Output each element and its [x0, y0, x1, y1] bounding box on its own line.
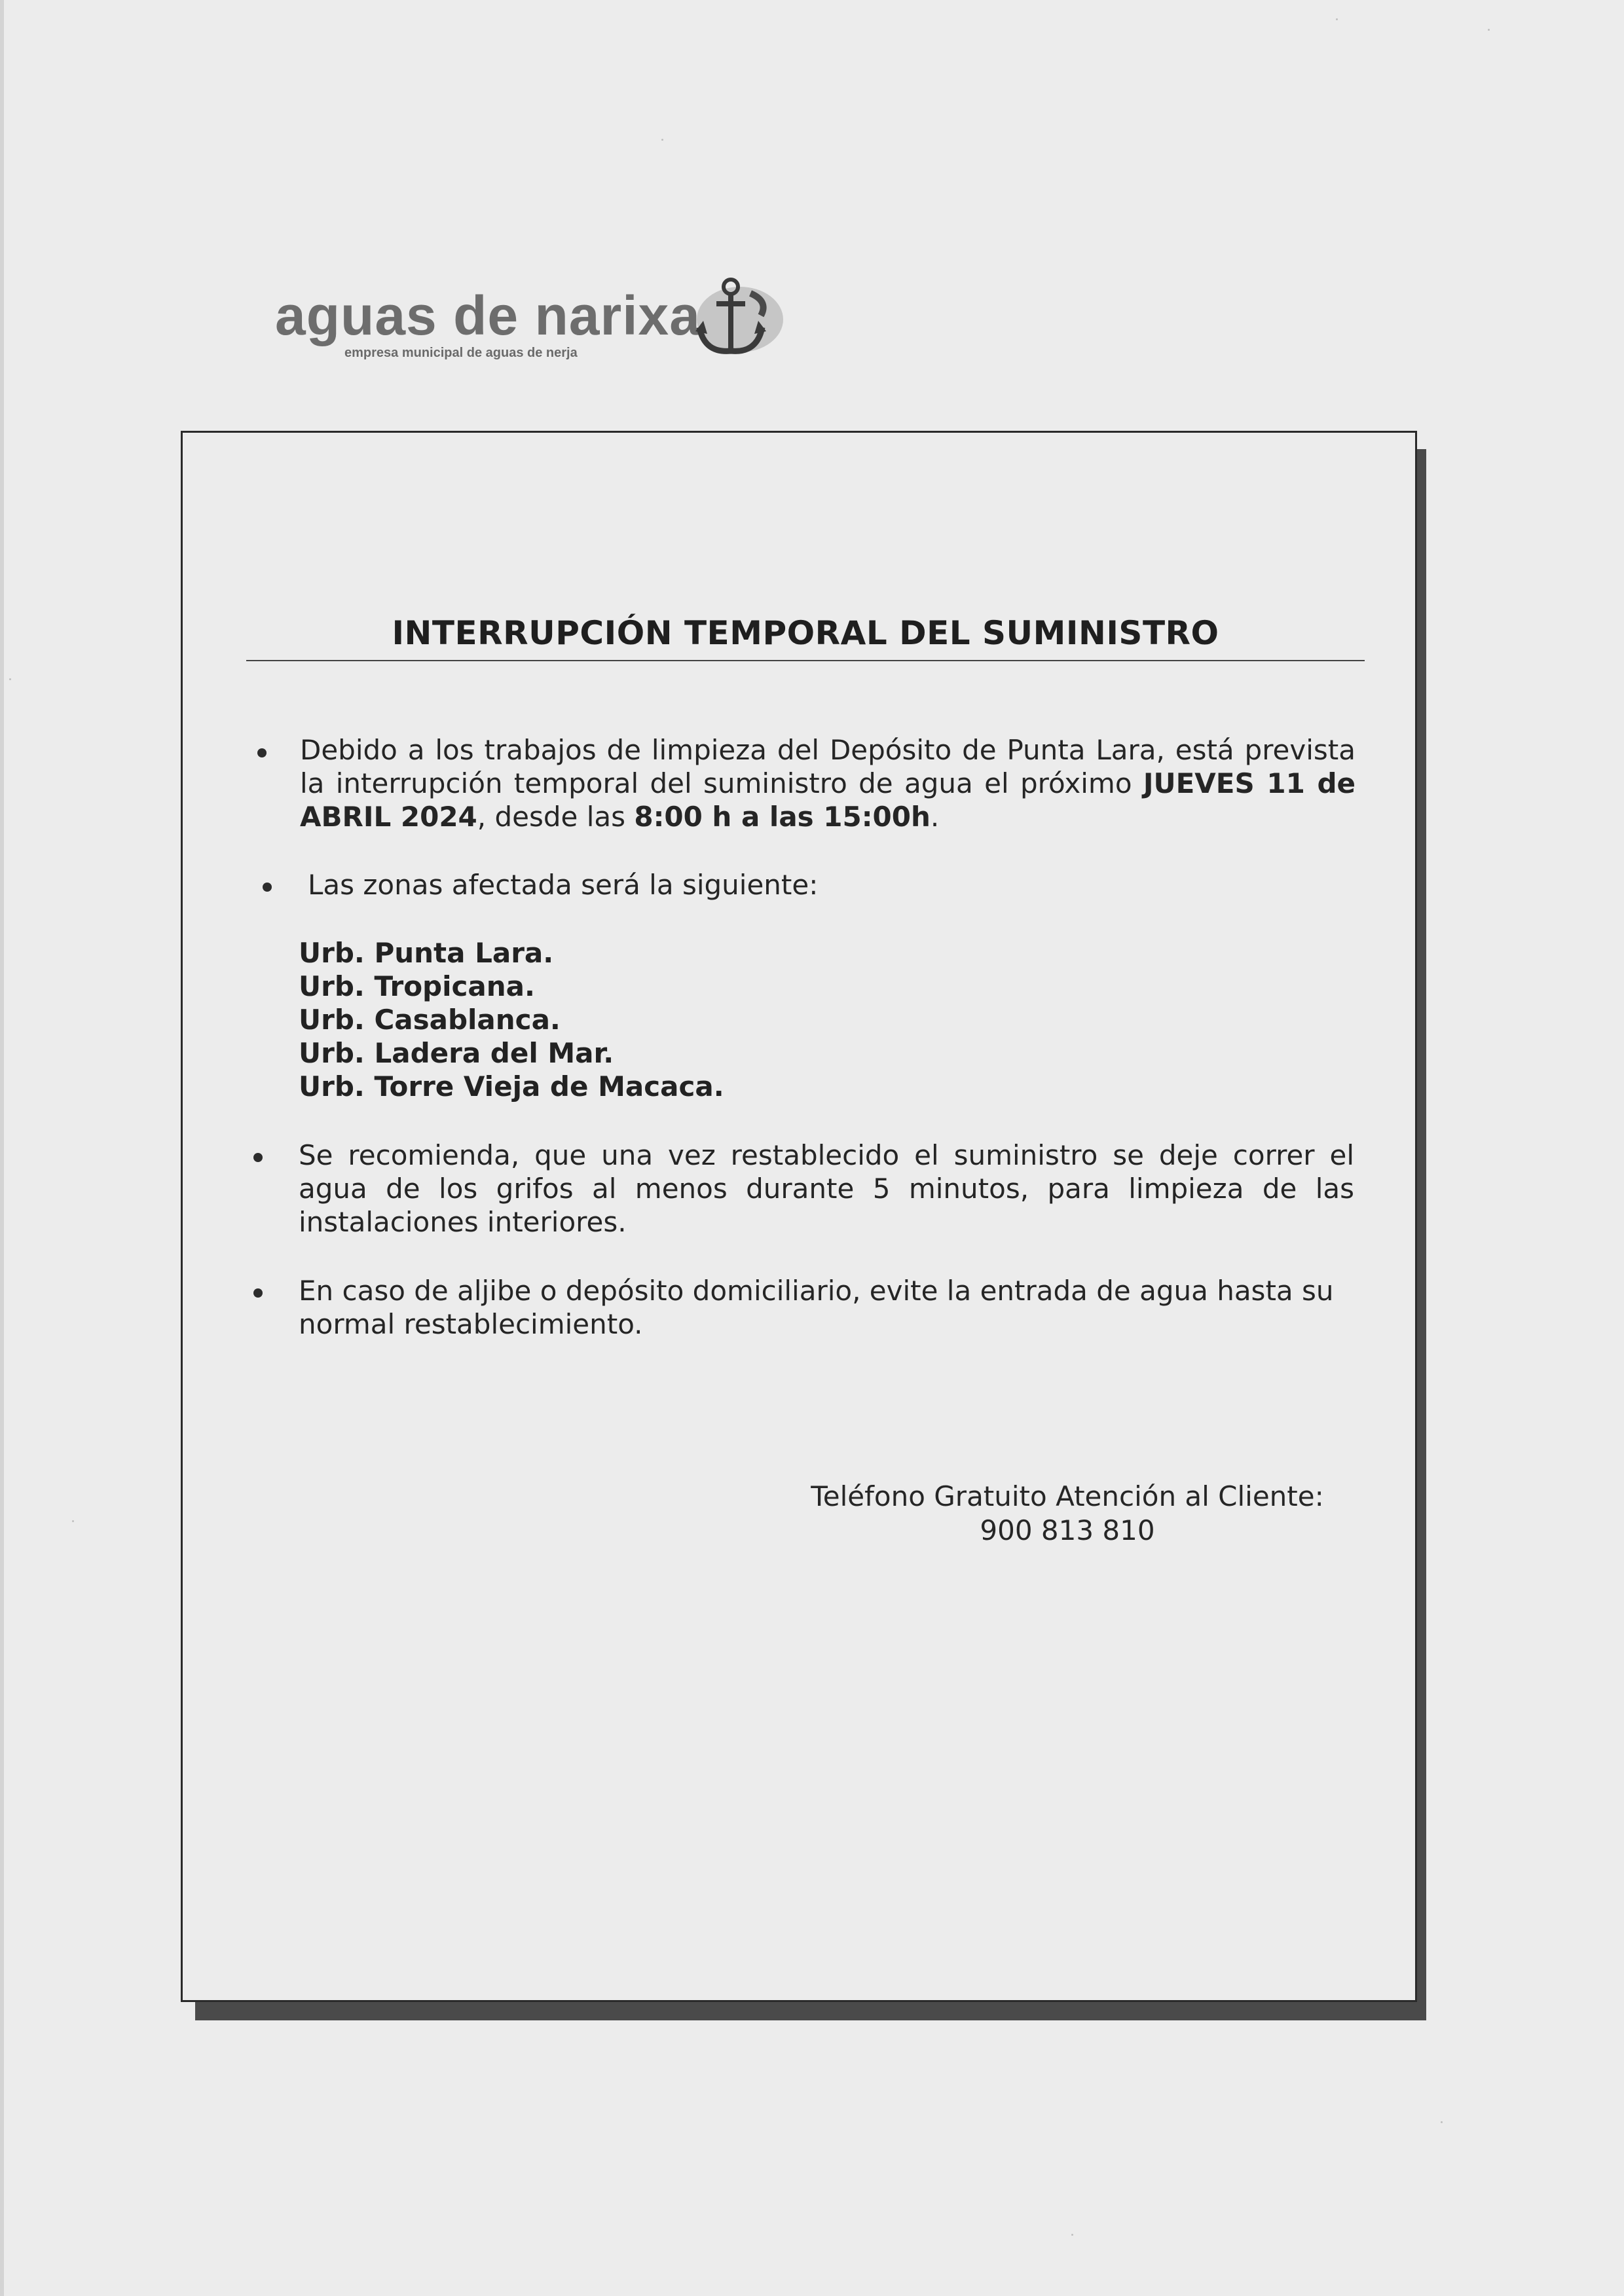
logo-tagline: empresa municipal de aguas de nerja [344, 346, 578, 360]
page-edge [0, 0, 4, 2296]
contact-phone: 900 813 810 [980, 1514, 1155, 1546]
zone-item: Urb. Punta Lara. [299, 937, 554, 969]
affected-zones-list [299, 936, 724, 1103]
paragraph-schedule [300, 733, 1356, 833]
paragraph-cistern-advice: En caso de aljibe o depósito domiciliario, evite la entrada de agua hasta su normal restablecimiento. [299, 1275, 1334, 1340]
company-logo [275, 275, 799, 373]
paragraph-schedule-text-c: . [930, 801, 940, 833]
paragraph-recommendation: Se recomienda, que una vez restablecido el suministro se deje correr el agua de los grifos al menos durante 5 minutos, para limpieza de las instalaciones interiores. [299, 1139, 1354, 1238]
zone-item: Urb. Ladera del Mar. [299, 1037, 614, 1069]
outage-hours: 8:00 h a las 15:00h [634, 801, 931, 833]
notice-title: INTERRUPCIÓN TEMPORAL DEL SUMINISTRO [392, 614, 1219, 652]
paragraph-schedule-text-b: , desde las [477, 801, 635, 833]
contact-label: Teléfono Gratuito Atención al Cliente: [811, 1480, 1324, 1512]
customer-service-contact [786, 1480, 1349, 1548]
title-underline [246, 660, 1365, 661]
paragraph-zones-intro: Las zonas afectada será la siguiente: [308, 869, 819, 901]
bullet-2 [263, 883, 272, 892]
paragraph-schedule-text-a: Debido a los trabajos de limpieza del Depósito de Punta Lara, está prevista la interrupción temporal del suministro de agua el próximo [300, 734, 1356, 799]
zone-item: Urb. Casablanca. [299, 1004, 561, 1036]
zone-item: Urb. Tropicana. [299, 970, 535, 1002]
logo-wordmark: aguas de narixa [275, 285, 701, 346]
anchor-icon [688, 275, 786, 360]
bullet-4 [253, 1288, 263, 1298]
bullet-1 [257, 748, 267, 757]
bullet-3 [253, 1153, 263, 1162]
zone-item: Urb. Torre Vieja de Macaca. [299, 1070, 724, 1102]
outage-date: JUEVES 11 de ABRIL 2024 [300, 767, 1356, 833]
